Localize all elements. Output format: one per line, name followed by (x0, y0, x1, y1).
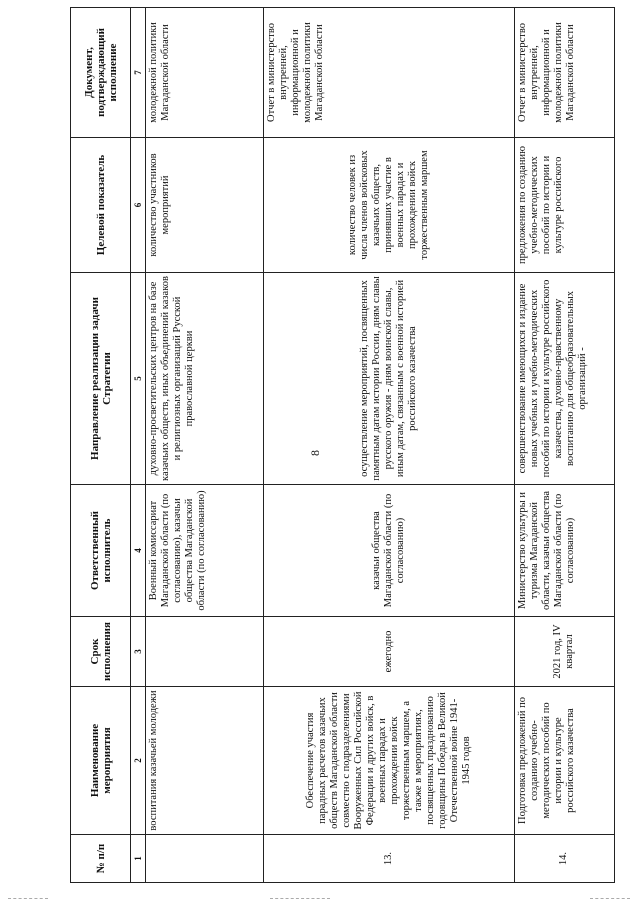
row-num: 13. (264, 835, 514, 883)
col-number: 2 (131, 687, 146, 835)
row-name: Подготовка предложений по созданию учебно-методических пособий по истории и культуре российского казачества (514, 687, 614, 835)
row-direction: духовно-просветительских центров на базе казачьих обществ, иных объединений казаков и религиозных организаций Русской православной церкви (146, 273, 264, 485)
row-document: Отчет в министерство внутренней, информационной и молодежной политики Магаданской области (264, 8, 514, 138)
row-num: 14. (514, 835, 614, 883)
table-row (264, 8, 514, 883)
row-indicator: предложения по созданию учебно-методических пособий по истории и культуре российского (514, 138, 614, 273)
plan-table (70, 7, 615, 883)
scan-mark (270, 898, 330, 901)
row-executor: Министерство культуры и туризма Магаданской области, казачьи общества Магаданской области (по согласованию) (514, 485, 614, 617)
col-number: 1 (131, 835, 146, 883)
table-row (146, 8, 264, 883)
header-executor: Ответственный исполнитель (71, 485, 131, 617)
row-num (146, 835, 264, 883)
row-name: Обеспечение участия парадных расчетов казачьих обществ Магаданской области совместно с подразделениями Вооруженных Сил Российской Федерации и других войск, в военных парадах и прохождении войск торжественным маршем, а также в мероприятиях, посвященных празднованию годовщины Победы в Великой Отечественной войне 1941-1945 годов (264, 687, 514, 835)
row-executor: Военный комиссариат Магаданской области (по согласованию), казачьи общества Магаданской области (по согласованию) (146, 485, 264, 617)
header-term: Срок исполнения (71, 617, 131, 687)
row-term (146, 617, 264, 687)
row-document: молодежной политики Магаданской области (146, 8, 264, 138)
scan-mark (590, 898, 630, 901)
header-indicator: Целевой показатель (71, 138, 131, 273)
row-executor: казачьи общества Магаданской области (по согласованию) (264, 485, 514, 617)
column-number-row (131, 8, 146, 883)
page-number: 8 (308, 450, 322, 456)
row-indicator: количество участников мероприятий (146, 138, 264, 273)
row-name: воспитания казачьей молодежи (146, 687, 264, 835)
header-document: Документ, подтверждающий исполнение (71, 8, 131, 138)
table-row (514, 8, 614, 883)
header-row (71, 8, 131, 883)
row-term: ежегодно (264, 617, 514, 687)
rotated-table-container (70, 8, 615, 883)
col-number: 6 (131, 138, 146, 273)
row-indicator: количество человек из числа членов войсковых казачьих обществ, принявших участие в военных парадах и прохождении войск торжественным маршем (264, 138, 514, 273)
header-name: Наименование мероприятия (71, 687, 131, 835)
col-number: 7 (131, 8, 146, 138)
row-direction: совершенствование имеющихся и издание новых учебных и учебно-методических пособий по истории и культуре российского казачества, духовно-нравственному воспитанию для общеобразовательных организаций - (514, 273, 614, 485)
scan-mark (8, 898, 48, 901)
header-num: № п/п (71, 835, 131, 883)
row-direction: осуществление мероприятий, посвященных памятным датам истории России, дням славы русского оружия - дням воинской славы, иным датам, связанным с военной историей российского казачества (264, 273, 514, 485)
row-document: Отчет в министерство внутренней, информационной и молодежной политики Магаданской области (514, 8, 614, 138)
col-number: 5 (131, 273, 146, 485)
row-term: 2021 год, IV квартал (514, 617, 614, 687)
col-number: 4 (131, 485, 146, 617)
col-number: 3 (131, 617, 146, 687)
header-direction: Направление реализации задачи Стратегии (71, 273, 131, 485)
